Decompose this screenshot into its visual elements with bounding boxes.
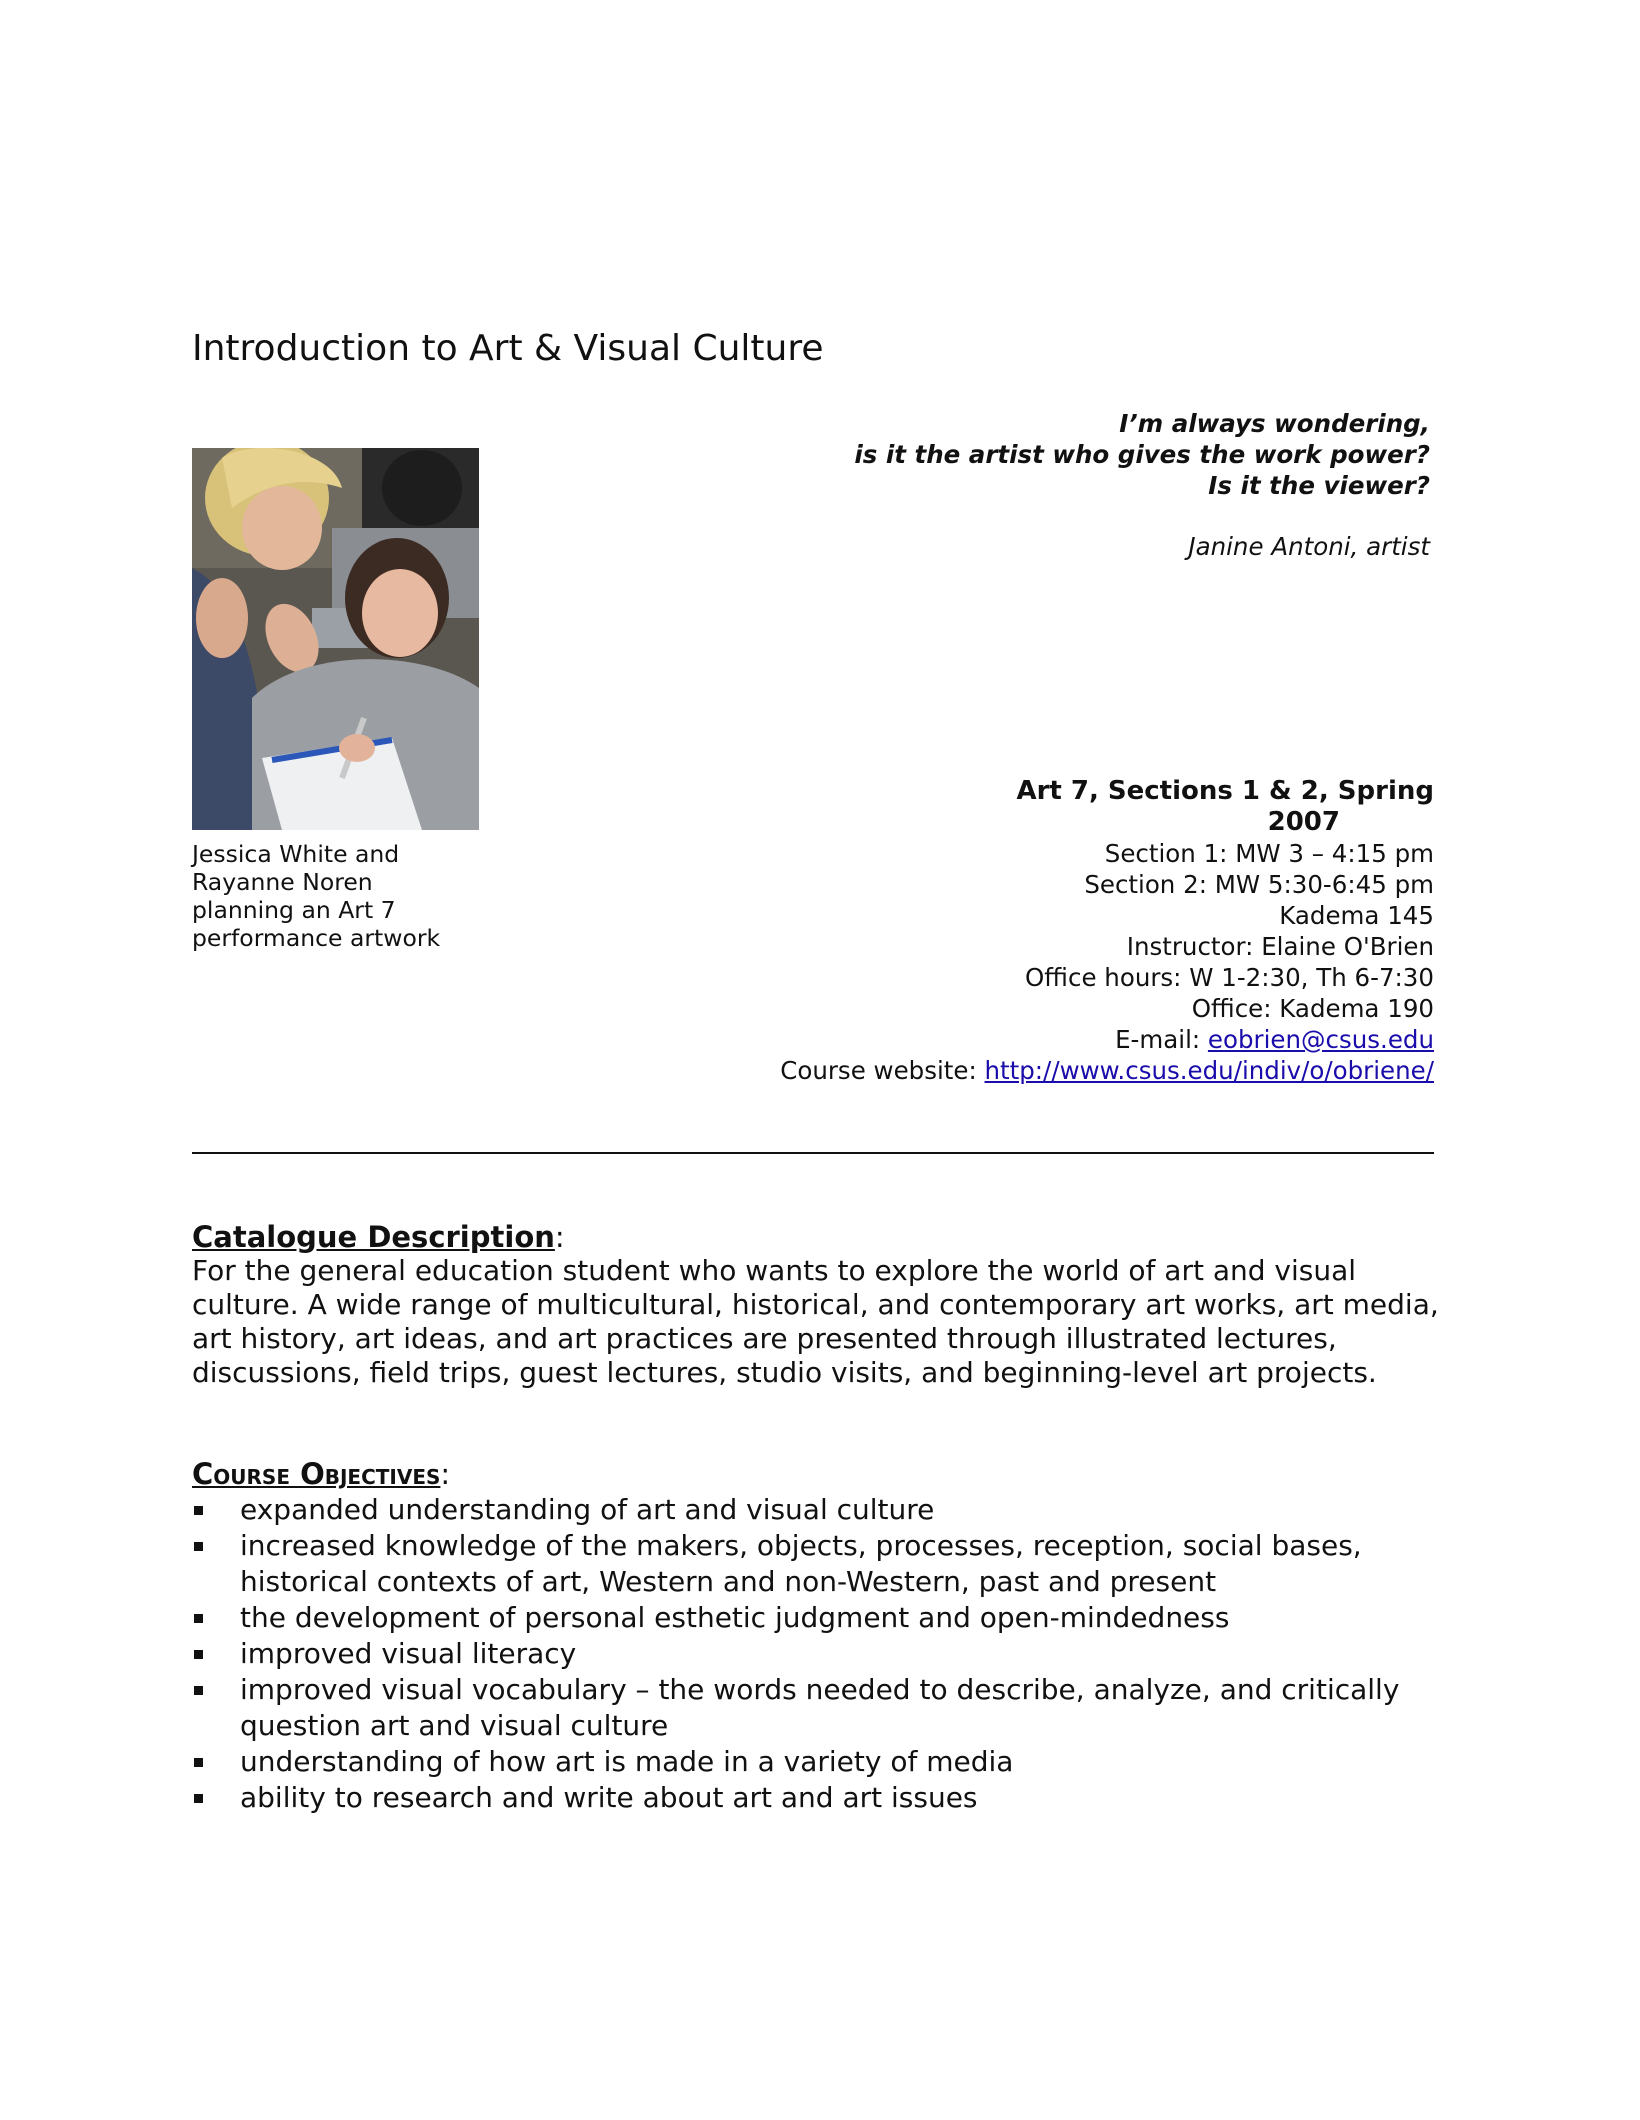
objective-text: understanding of how art is made in a variety of media [240,1745,1014,1778]
horizontal-divider [192,1152,1434,1154]
objective-item [192,1744,1442,1780]
bullet-icon [194,1794,203,1803]
section-1-schedule: Section 1: MW 3 – 4:15 pm [1104,839,1434,868]
bullet-icon [194,1542,203,1551]
objective-item [192,1636,1442,1672]
email-row [674,1024,1434,1055]
objectives-heading-text: Course Objectives [192,1457,441,1491]
course-heading-year: 2007 [1267,807,1340,837]
bullet-icon [194,1614,203,1623]
bullet-icon [194,1758,203,1767]
office-hours: Office hours: W 1-2:30, Th 6-7:30 [1025,963,1434,992]
bullet-icon [194,1650,203,1659]
classroom: Kadema 145 [1279,901,1434,930]
objectives-list [192,1492,1442,1816]
photo-caption [192,840,472,952]
caption-line: Jessica White and [192,840,400,868]
objective-text: expanded understanding of art and visual culture [240,1493,935,1526]
bullet-icon [194,1686,203,1695]
catalogue-heading [192,1220,1442,1254]
website-row [674,1055,1434,1086]
caption-line: Rayanne Noren [192,868,373,896]
objectives-heading [192,1456,1442,1492]
email-link[interactable]: eobrien@csus.edu [1207,1025,1434,1054]
catalogue-heading-text: Catalogue Description [192,1220,555,1254]
page-title: Introduction to Art & Visual Culture [192,328,824,369]
objective-text: improved visual vocabulary – the words needed to describe, analyze, and critically question art and visual culture [240,1673,1400,1742]
caption-line: performance artwork [192,924,441,952]
section-2-schedule: Section 2: MW 5:30-6:45 pm [1084,870,1434,899]
course-heading [674,776,1434,838]
catalogue-description-section [192,1220,1442,1390]
students-photo [192,448,479,830]
objective-text: ability to research and write about art and art issues [240,1781,978,1814]
objectives-heading-colon: : [440,1457,451,1491]
website-link[interactable]: http://www.csus.edu/indiv/o/obriene/ [984,1056,1434,1085]
course-objectives-section [192,1456,1442,1816]
objective-text: improved visual literacy [240,1637,577,1670]
website-label: Course website: [780,1056,985,1085]
instructor: Instructor: Elaine O'Brien [1126,932,1434,961]
email-label: E-mail: [1115,1025,1208,1054]
course-heading-line: Art 7, Sections 1 & 2, Spring [1016,776,1434,806]
bullet-icon [194,1506,203,1515]
caption-line: planning an Art 7 [192,896,396,924]
quote-line: I’m always wondering, [1119,409,1430,438]
catalogue-text: For the general education student who wants to explore the world of art and visual culture. A wide range of multicultural, historical, and contemporary art works, art media, art history, art ideas, and art practices are presented through illustrated lectures, discussions, field trips, guest lectures, studio visits, and beginning-level art projects. [192,1254,1439,1389]
course-info-block [674,776,1434,1086]
objective-item [192,1528,1442,1600]
objective-text: increased knowledge of the makers, objects, processes, reception, social bases, historical contexts of art, Western and non-Western, past and present [240,1529,1362,1598]
quote-line: Is it the viewer? [1208,471,1430,500]
catalogue-heading-colon: : [554,1220,565,1254]
objective-item [192,1780,1442,1816]
epigraph-quote [854,408,1430,501]
objective-item [192,1492,1442,1528]
quote-line: is it the artist who gives the work power? [854,440,1430,469]
objective-item [192,1600,1442,1636]
objective-item [192,1672,1442,1744]
objective-text: the development of personal esthetic judgment and open-mindedness [240,1601,1230,1634]
office-location: Office: Kadema 190 [1191,994,1434,1023]
quote-author: Janine Antoni, artist [1188,532,1430,561]
